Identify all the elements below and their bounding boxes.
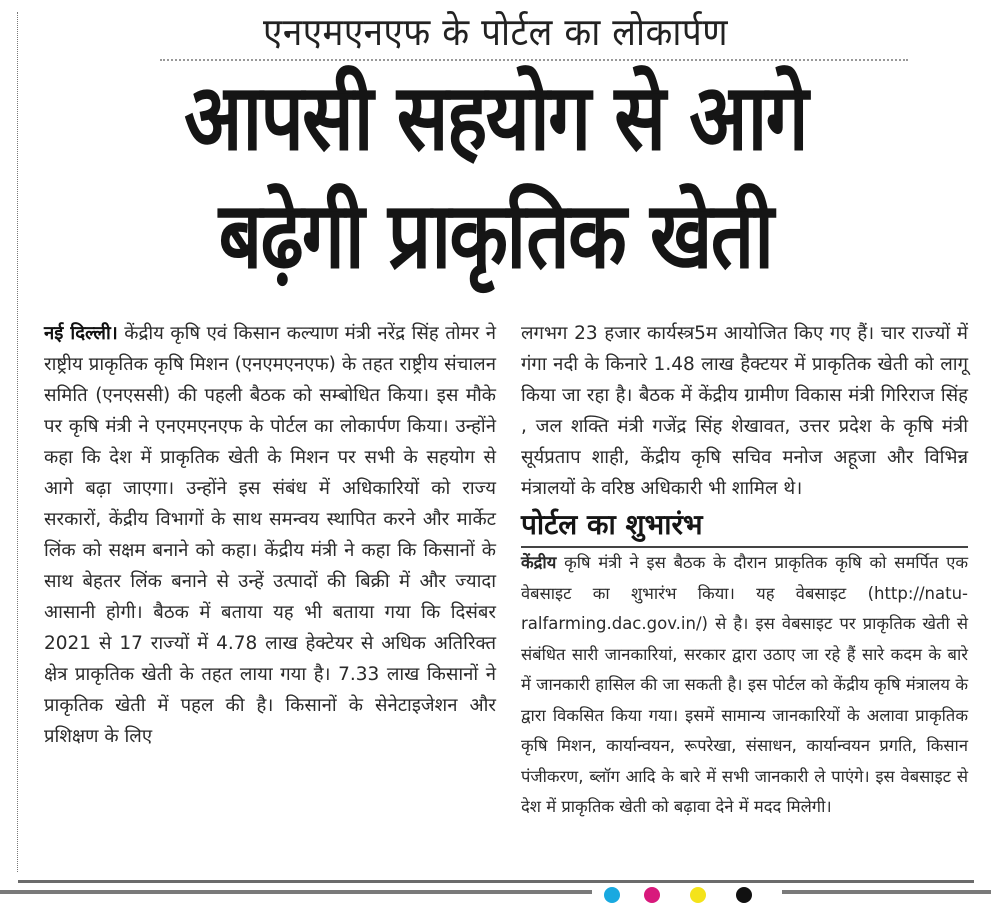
bottom-gray-band bbox=[0, 890, 991, 894]
subsection-paragraph bbox=[521, 548, 968, 823]
yellow-registration-dot-icon bbox=[690, 887, 706, 903]
dateline: नई दिल्ली। bbox=[44, 323, 118, 344]
kicker-headline: एनएमएनएफ के पोर्टल का लोकार्पण bbox=[263, 10, 728, 54]
bottom-rule bbox=[18, 880, 974, 883]
cyan-registration-dot-icon bbox=[604, 887, 620, 903]
black-registration-dot-icon bbox=[736, 887, 752, 903]
right-column-body: लगभग 23 हजार कार्यस्त्र5म आयोजित किए गए हैं। चार राज्यों में गंगा नदी के किनारे 1.48 लाख हैक्टयर में प्राकृतिक खेती को लागू किया जा रहा है। बैठक में केंद्रीय ग्रामीण विकास मंत्री गिरिराज सिंह , जल शक्ति मंत्री गजेंद्र सिंह शेखावत, उत्तर प्रदेश के कृषि मंत्री सूर्यप्रताप शाही, केंद्रीय कृषि सचिव मनोज अहूजा और विभिन्न मंत्रालयों के वरिष्ठ अधिकारी भी शामिल थे। bbox=[521, 323, 968, 499]
article-right-column bbox=[521, 318, 968, 823]
headline-line-1: आपसी सहयोग से आगे bbox=[184, 64, 807, 171]
magenta-registration-dot-icon bbox=[644, 887, 660, 903]
subsection-lead-word: केंद्रीय bbox=[521, 553, 557, 572]
article-left-column bbox=[44, 318, 496, 752]
left-dotted-margin-rule bbox=[17, 12, 18, 872]
color-registration-strip bbox=[592, 889, 782, 894]
headline-line-2: बढ़ेगी प्राकृतिक खेती bbox=[218, 182, 773, 289]
subsection-body: कृषि मंत्री ने इस बैठक के दौरान प्राकृतिक कृषि को समर्पित एक वेबसाइट का शुभारंभ किया। यह वेबसाइट (http://natu-ralfarming.dac.gov.in/) से है। इस वेबसाइट पर प्राकृतिक खेती से संबंधित सारी जानकारियां, सरकार द्वारा उठाए जा रहे हैं सारे कदम के बारे में जानकारी हासिल की जा सकती है। इस पोर्टल को केंद्रीय कृषि मंत्रालय के द्वारा विकसित किया गया। इसमें सामान्य जानकारियों के अलावा प्राकृतिक कृषि मिशन, कार्यान्वयन, रूपरेखा, संसाधन, कार्यान्वयन प्रगति, किसान पंजीकरण, ब्लॉग आदि के बारे में सभी जानकारी ले पाएंगे। इस वेबसाइट से देश में प्राकृतिक खेती को बढ़ावा देने में मदद मिलेगी। bbox=[521, 553, 968, 816]
left-column-body: केंद्रीय कृषि एवं किसान कल्याण मंत्री नरेंद्र सिंह तोमर ने राष्ट्रीय प्राकृतिक कृषि मिशन (एनएमएनएफ) के तहत राष्ट्रीय संचालन समिति (एनएससी) की पहली बैठक को सम्बोधित किया। इस मौके पर कृषि मंत्री ने एनएमएनएफ के पोर्टल का लोकार्पण किया। उन्होंने कहा कि देश में प्राकृतिक खेती के मिशन पर सभी के सहयोग से आगे बढ़ा जाएगा। उन्होंने इस संबंध में अधिकारियों को राज्य सरकारों, केंद्रीय विभागों के साथ समन्वय स्थापित करने और मार्केट लिंक को सक्षम बनाने को कहा। केंद्रीय मंत्री ने कहा कि किसानों के साथ बेहतर लिंक बनाने से उन्हें उत्पादों की बिक्री में और ज्यादा आसानी होगी। बैठक में बताया यह भी बताया गया कि दिसंबर 2021 से 17 राज्यों में 4.78 लाख हेक्टेयर से अधिक अतिरिक्त क्षेत्र प्राकृतिक खेती के तहत लाया गया है। 7.33 लाख किसानों ने प्राकृतिक खेती में पहल की है। किसानों के सेनेटाइजेशन और प्रशिक्षण के लिए bbox=[44, 323, 496, 747]
subheading: पोर्टल का शुभारंभ bbox=[521, 505, 968, 548]
kicker-dotted-rule bbox=[160, 59, 908, 61]
left-column-paragraph bbox=[44, 318, 496, 752]
